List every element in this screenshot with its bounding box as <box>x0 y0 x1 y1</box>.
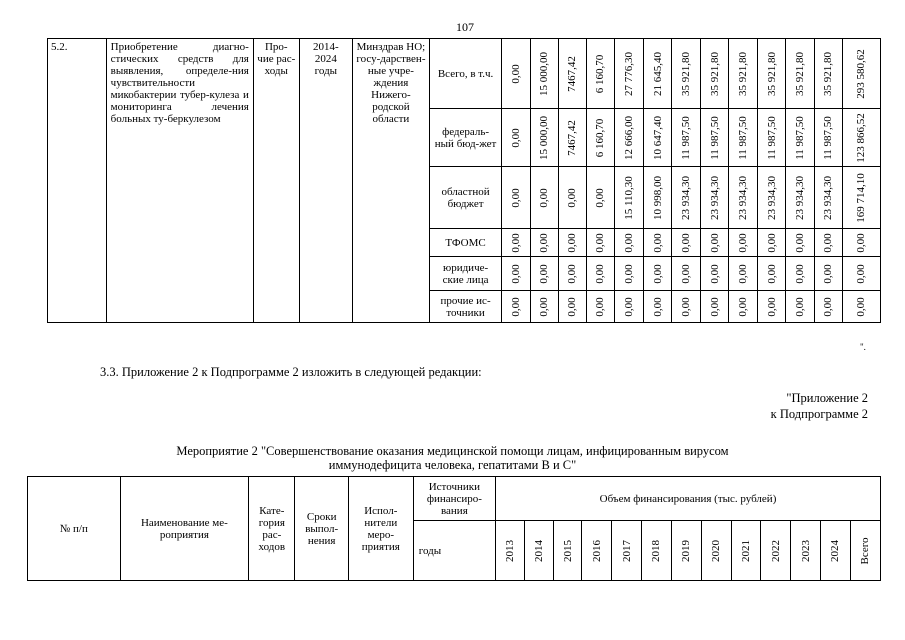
funding-value-cell <box>502 229 531 257</box>
funding-value: 0,00 <box>510 127 523 148</box>
funding-value-cell <box>700 229 729 257</box>
bottom-header-row <box>28 477 881 521</box>
funding-value-cell <box>758 109 786 167</box>
funding-value-cell <box>785 39 814 109</box>
funding-value: 0,00 <box>708 296 721 317</box>
page-number: 107 <box>456 20 474 34</box>
year-header-label: 2022 <box>769 539 782 562</box>
funding-value-cell <box>729 229 758 257</box>
year-header-cell <box>612 521 642 581</box>
funding-value-cell <box>842 39 881 109</box>
top-table <box>47 38 881 323</box>
funding-value: 35 921,80 <box>708 51 721 96</box>
year-header-cell <box>791 521 821 581</box>
year-header-cell <box>642 521 672 581</box>
funding-value-cell <box>729 291 758 323</box>
funding-value-cell <box>615 39 644 109</box>
funding-value-cell <box>842 167 881 229</box>
funding-value: 0,00 <box>538 296 551 317</box>
funding-value-cell <box>729 39 758 109</box>
funding-value-cell <box>502 167 531 229</box>
funding-value: 0,00 <box>651 296 664 317</box>
funding-value-cell <box>586 229 615 257</box>
col-years-header: годы <box>413 521 495 581</box>
item-name: Приобретение диагно-стических средств для выявления, определе-ния чувствительности микобактерии тубер-кулеза и мониторинга лечения больных ту-беркулезом <box>106 39 253 323</box>
funding-value: 6 160,70 <box>594 118 607 157</box>
funding-value: 0,00 <box>679 232 692 253</box>
item-executors: Минздрав НО; госу-дарствен-ные учре-ждения Нижего-родской области <box>353 39 430 323</box>
col-source-header: Источники финансиро-вания <box>413 477 495 521</box>
funding-value-cell <box>814 167 842 229</box>
funding-value-cell <box>671 167 700 229</box>
funding-value: 10 647,40 <box>651 115 664 160</box>
funding-value-cell <box>785 109 814 167</box>
year-header-label: 2018 <box>650 539 663 562</box>
funding-value-cell <box>671 229 700 257</box>
funding-value-cell <box>558 109 586 167</box>
funding-value-cell <box>531 39 559 109</box>
funding-value-cell <box>502 109 531 167</box>
year-header-label: 2024 <box>829 539 842 562</box>
funding-value-cell <box>842 109 881 167</box>
funding-value-cell <box>558 257 586 291</box>
funding-value-cell <box>785 167 814 229</box>
funding-value-cell <box>586 167 615 229</box>
funding-value-cell <box>700 109 729 167</box>
funding-value-cell <box>531 229 559 257</box>
year-header-label: 2019 <box>680 539 693 562</box>
funding-value-cell <box>729 109 758 167</box>
funding-value-cell <box>785 257 814 291</box>
funding-value: 27 776,30 <box>623 51 636 96</box>
bottom-table <box>27 476 881 581</box>
funding-value: 23 934,30 <box>765 175 778 220</box>
top-tail-mark: ". <box>860 342 866 352</box>
funding-value: 35 921,80 <box>765 51 778 96</box>
funding-value-cell <box>531 109 559 167</box>
year-header-label: 2021 <box>739 539 752 562</box>
funding-value: 0,00 <box>594 187 607 208</box>
funding-value-cell <box>615 291 644 323</box>
funding-value: 11 987,50 <box>679 115 692 160</box>
funding-value: 35 921,80 <box>679 51 692 96</box>
funding-value: 0,00 <box>822 296 835 317</box>
funding-value-cell <box>615 257 644 291</box>
col-volume-header: Объем финансирования (тыс. рублей) <box>496 477 881 521</box>
funding-value: 0,00 <box>822 232 835 253</box>
year-header-label: 2023 <box>799 539 812 562</box>
funding-value-cell <box>531 257 559 291</box>
year-header-cell <box>496 521 525 581</box>
funding-value-cell <box>700 39 729 109</box>
funding-value-cell <box>644 167 672 229</box>
funding-value-cell <box>758 257 786 291</box>
funding-value-cell <box>671 257 700 291</box>
year-header-label: 2020 <box>710 539 723 562</box>
funding-value: 0,00 <box>793 296 806 317</box>
year-header-cell <box>701 521 731 581</box>
funding-value-cell <box>644 291 672 323</box>
funding-value: 0,00 <box>765 263 778 284</box>
funding-value: 11 987,50 <box>822 115 835 160</box>
funding-value-cell <box>700 291 729 323</box>
funding-value-cell <box>558 167 586 229</box>
section-title-line-1: Мероприятие 2 "Совершенствование оказания медицинской помощи лицам, инфицированным вирусом <box>176 444 729 458</box>
funding-source-label: ТФОМС <box>429 229 502 257</box>
col-period-header: Сроки выпол-нения <box>295 477 348 581</box>
funding-source-label: областной бюджет <box>429 167 502 229</box>
funding-value: 0,00 <box>510 232 523 253</box>
year-header-label: 2017 <box>620 539 633 562</box>
funding-value-cell <box>814 229 842 257</box>
funding-value: 11 987,50 <box>793 115 806 160</box>
funding-value: 0,00 <box>855 232 868 253</box>
funding-value: 12 666,00 <box>623 115 636 160</box>
funding-value-cell <box>785 229 814 257</box>
funding-value: 11 987,50 <box>765 115 778 160</box>
funding-value: 0,00 <box>623 232 636 253</box>
item-number: 5.2. <box>48 39 107 323</box>
funding-value: 0,00 <box>594 296 607 317</box>
funding-value: 15 110,30 <box>623 175 636 220</box>
funding-value-cell <box>700 167 729 229</box>
funding-value: 7467,42 <box>566 119 579 156</box>
funding-value-cell <box>700 257 729 291</box>
funding-value: 0,00 <box>510 263 523 284</box>
funding-value-cell <box>615 167 644 229</box>
funding-value: 0,00 <box>566 296 579 317</box>
funding-value-cell <box>644 229 672 257</box>
funding-value: 15 000,00 <box>538 115 551 160</box>
funding-value: 169 714,10 <box>855 172 868 223</box>
funding-value-cell <box>814 257 842 291</box>
funding-value: 0,00 <box>651 263 664 284</box>
funding-value: 0,00 <box>765 296 778 317</box>
funding-value: 11 987,50 <box>737 115 750 160</box>
funding-value-cell <box>531 167 559 229</box>
appendix-line-2: к Подпрограмме 2 <box>770 407 868 421</box>
year-header-label: 2014 <box>532 539 545 562</box>
funding-value-cell <box>671 109 700 167</box>
funding-value: 35 921,80 <box>793 51 806 96</box>
funding-value: 293 580,62 <box>855 48 868 99</box>
funding-source-label: юридиче-ские лица <box>429 257 502 291</box>
funding-value: 35 921,80 <box>737 51 750 96</box>
year-header-cell <box>671 521 701 581</box>
funding-value-cell <box>558 229 586 257</box>
funding-source-label: прочие ис-точники <box>429 291 502 323</box>
funding-value-cell <box>729 167 758 229</box>
funding-value-cell <box>586 257 615 291</box>
funding-value-cell <box>531 291 559 323</box>
funding-value-cell <box>644 257 672 291</box>
funding-value: 0,00 <box>510 187 523 208</box>
funding-value: 10 998,00 <box>651 175 664 220</box>
year-header-label: 2015 <box>561 539 574 562</box>
col-number-header: № п/п <box>28 477 121 581</box>
funding-value-cell <box>758 229 786 257</box>
funding-value: 23 934,30 <box>793 175 806 220</box>
year-header-label: Всего <box>859 537 872 564</box>
funding-value-cell <box>644 39 672 109</box>
funding-source-label: Всего, в т.ч. <box>429 39 502 109</box>
funding-value: 0,00 <box>538 232 551 253</box>
funding-value: 0,00 <box>538 187 551 208</box>
funding-value-cell <box>586 291 615 323</box>
year-header-label: 2016 <box>590 539 603 562</box>
funding-value-cell <box>785 291 814 323</box>
funding-value-cell <box>671 39 700 109</box>
funding-value: 0,00 <box>679 263 692 284</box>
funding-value: 15 000,00 <box>538 51 551 96</box>
funding-value-cell <box>586 39 615 109</box>
funding-value-cell <box>758 167 786 229</box>
funding-value-cell <box>502 39 531 109</box>
funding-value-cell <box>671 291 700 323</box>
year-header-cell <box>731 521 761 581</box>
funding-value: 23 934,30 <box>679 175 692 220</box>
funding-value-cell <box>615 229 644 257</box>
section-title-line-2: иммунодефицита человека, гепатитами В и С" <box>328 458 577 472</box>
funding-value: 23 934,30 <box>708 175 721 220</box>
funding-value: 23 934,30 <box>822 175 835 220</box>
funding-value-cell <box>842 291 881 323</box>
funding-value: 0,00 <box>566 263 579 284</box>
year-header-cell <box>553 521 582 581</box>
year-header-cell <box>582 521 612 581</box>
funding-value: 0,00 <box>793 232 806 253</box>
funding-value: 0,00 <box>737 263 750 284</box>
funding-value: 0,00 <box>538 263 551 284</box>
year-header-cell <box>761 521 791 581</box>
item-period: 2014-2024 годы <box>299 39 352 323</box>
funding-value: 0,00 <box>855 296 868 317</box>
funding-value: 11 987,50 <box>708 115 721 160</box>
funding-value: 0,00 <box>765 232 778 253</box>
funding-value: 0,00 <box>679 296 692 317</box>
funding-value: 0,00 <box>566 187 579 208</box>
year-header-cell <box>850 521 880 581</box>
funding-value-cell <box>842 257 881 291</box>
funding-source-label: федераль-ный бюд-жет <box>429 109 502 167</box>
funding-value: 0,00 <box>737 232 750 253</box>
funding-value: 0,00 <box>822 263 835 284</box>
funding-value-cell <box>758 291 786 323</box>
funding-value-cell <box>502 257 531 291</box>
funding-value: 6 160,70 <box>594 54 607 93</box>
funding-value-cell <box>729 257 758 291</box>
funding-value-cell <box>502 291 531 323</box>
year-header-cell <box>821 521 851 581</box>
funding-value: 0,00 <box>594 232 607 253</box>
funding-value: 0,00 <box>855 263 868 284</box>
funding-value: 0,00 <box>510 63 523 84</box>
funding-value-cell <box>586 109 615 167</box>
funding-value: 0,00 <box>623 296 636 317</box>
funding-value-cell <box>644 109 672 167</box>
col-executors-header: Испол-нители меро-приятия <box>348 477 413 581</box>
funding-value-cell <box>558 291 586 323</box>
funding-value: 0,00 <box>793 263 806 284</box>
funding-value: 0,00 <box>510 296 523 317</box>
funding-value: 35 921,80 <box>822 51 835 96</box>
funding-value: 0,00 <box>623 263 636 284</box>
instruction-text: 3.3. Приложение 2 к Подпрограмме 2 изложить в следующей редакции: <box>100 365 482 379</box>
funding-value: 23 934,30 <box>737 175 750 220</box>
funding-value: 123 866,52 <box>855 112 868 163</box>
funding-value-cell <box>615 109 644 167</box>
funding-value: 7467,42 <box>566 55 579 92</box>
year-header-label: 2013 <box>503 539 516 562</box>
funding-value-cell <box>758 39 786 109</box>
item-category: Про-чие рас-ходы <box>253 39 299 323</box>
appendix-line-1: "Приложение 2 <box>786 391 868 405</box>
funding-value: 0,00 <box>708 263 721 284</box>
top-row <box>48 39 881 109</box>
funding-value: 0,00 <box>651 232 664 253</box>
funding-value-cell <box>814 39 842 109</box>
funding-value: 0,00 <box>594 263 607 284</box>
funding-value: 21 645,40 <box>651 51 664 96</box>
col-name-header: Наименование ме-роприятия <box>120 477 249 581</box>
funding-value-cell <box>842 229 881 257</box>
col-category-header: Кате-гория рас-ходов <box>249 477 295 581</box>
funding-value-cell <box>814 109 842 167</box>
year-header-cell <box>524 521 553 581</box>
funding-value-cell <box>814 291 842 323</box>
funding-value: 0,00 <box>566 232 579 253</box>
funding-value: 0,00 <box>708 232 721 253</box>
funding-value-cell <box>558 39 586 109</box>
funding-value: 0,00 <box>737 296 750 317</box>
